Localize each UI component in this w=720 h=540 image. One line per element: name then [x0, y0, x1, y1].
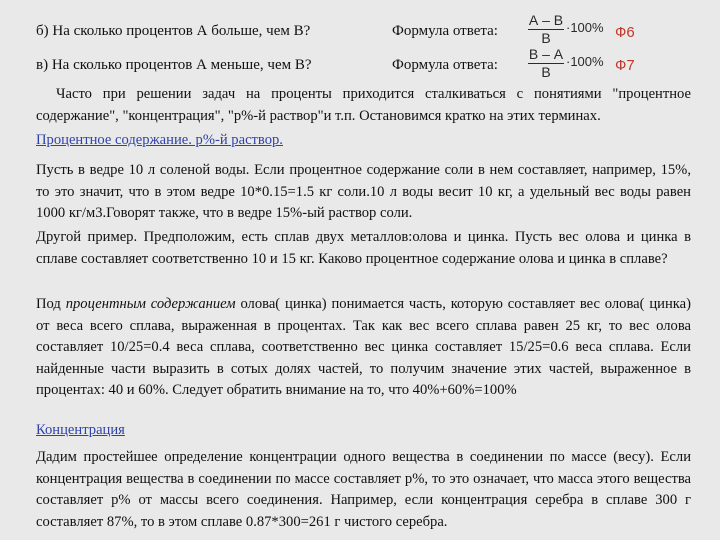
question-b-text: б) На сколько процентов А больше, чем В? — [36, 23, 311, 39]
section-link-percent-content[interactable]: Процентное содержание. р%-й раствор. — [36, 132, 283, 148]
para3-prefix: Под — [36, 296, 66, 312]
paragraph-bucket-example: Пусть в ведре 10 л соленой воды. Если процентное содержание соли в нем составляет, например, 15%, то это значит, что в этом ведре 10*0.15=1.5 кг соли.10 л воды весит 10 кг, а удельный вес воды равен 1000 кг/м3.Говорят также, что в ведре 15%-ый раствор соли. — [36, 162, 691, 221]
formula-c-multiplier: ·100% — [566, 54, 604, 69]
section-heading-concentration[interactable] — [36, 420, 691, 442]
formula-label-c: Формула ответа: — [392, 57, 498, 73]
formula-b-denominator: В — [541, 30, 551, 46]
formula-label-b: Формула ответа: — [392, 23, 498, 39]
formula-b-numerator: А – В — [528, 12, 564, 28]
paragraph-alloy-example: Другой пример. Предположим, есть сплав двух металлов:олова и цинка. Пусть вес олова и цинка в сплаве составляет соответственно 10 и 15 кг. Каково процентное содержание олова и цинка в сплаве? — [36, 229, 691, 267]
question-c-text: в) На сколько процентов А меньше, чем В? — [36, 57, 312, 73]
formula-b-multiplier: ·100% — [566, 20, 604, 35]
formula-code-b: Ф6 — [615, 24, 635, 41]
section-heading-percent-content[interactable] — [36, 130, 691, 152]
formula-c-denominator: В — [541, 64, 551, 80]
paragraph-percent-definition — [36, 294, 691, 402]
formula-code-c: Ф7 — [615, 57, 635, 74]
intro-paragraph: Часто при решении задач на проценты приходится сталкиваться с понятиями "процентное содержание", "концентрация", "р%-й раствор"и т.п. Остановимся кратко на этих терминах. — [36, 86, 691, 124]
paragraph-concentration-definition: Дадим простейшее определение концентрации одного вещества в соединении по массе (весу). Если концентрация вещества в соединении по массе составляет р%, то это означает, что масса этого вещества составляет р% от массы всего соединения. Например, если концентрация серебра в сплаве 300 г составляет 87%, то в этом сплаве 0.87*300=261 г чистого серебра. — [36, 449, 691, 530]
para3-rest: олова( цинка) понимается часть, которую составляет вес олова( цинка) от веса всего сплава, выраженная в процентах. Так как вес всего сплава равен 25 кг, то вес олова составляет 10/25=0.4 веса сплава, соответственно вес цинка составляет 15/25=0.6 веса сплава. Если найденные части выразить в сотых долях частей, то получим значение этих частей, выраженное в процентах: 40 и 60%. Следует обратить внимание на то, что 40%+60%=100% — [36, 296, 691, 398]
formula-c-numerator: В – А — [528, 46, 564, 62]
para3-term: процентным содержанием — [65, 296, 236, 312]
section-link-concentration[interactable]: Концентрация — [36, 422, 125, 438]
